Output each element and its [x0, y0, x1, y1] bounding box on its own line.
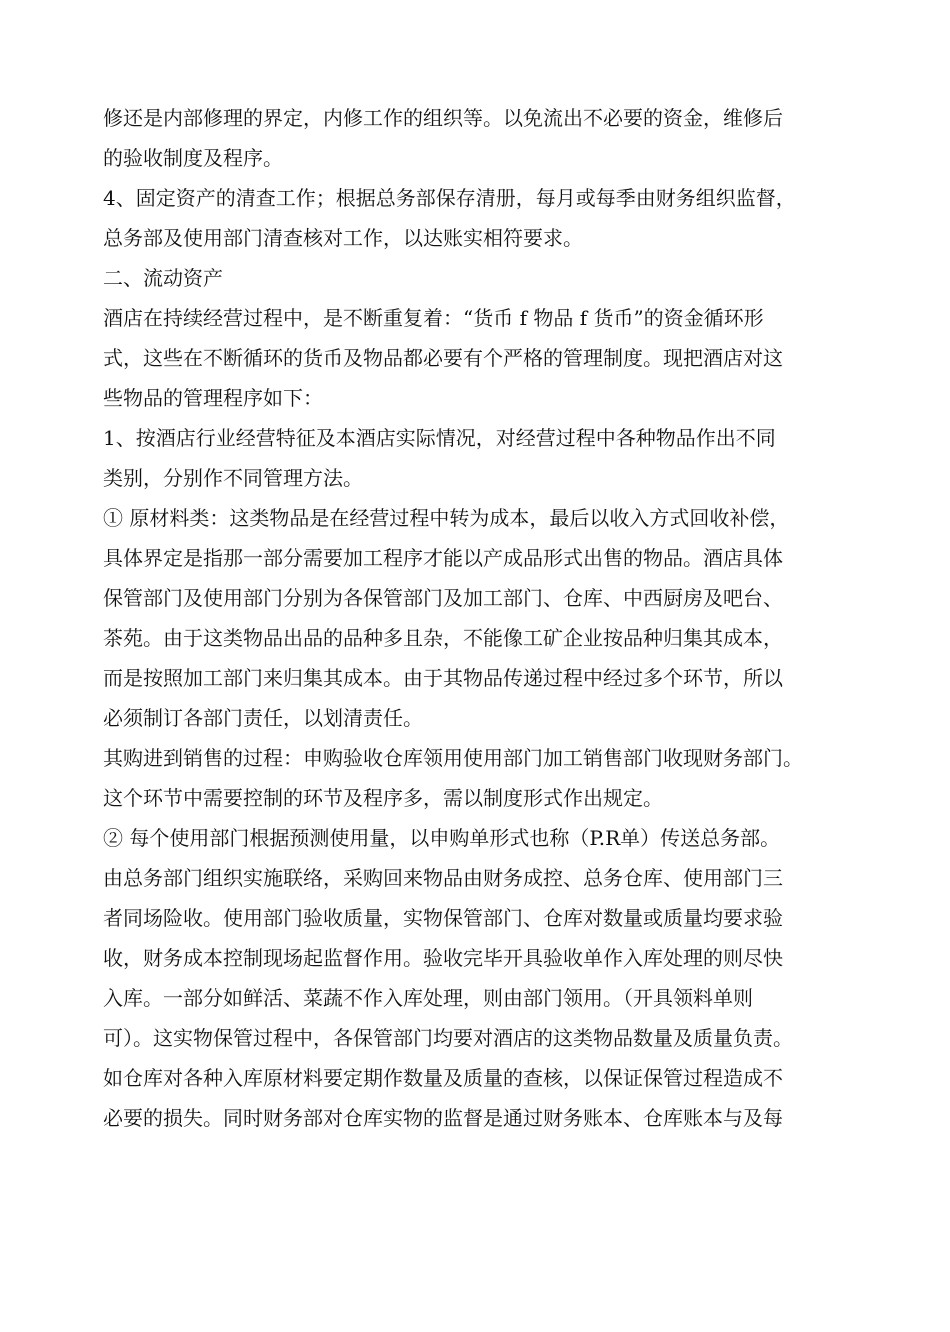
text-line: 些物品的管理程序如下：: [103, 386, 323, 410]
text-line: ② 每个使用部门根据预测使用量，以申购单形式也称（P.R单）传送总务部。: [103, 826, 781, 850]
text-line: 酒店在持续经营过程中，是不断重复着：“货币 f 物品 f 货币”的资金循环形: [103, 306, 764, 330]
text-line: 可）。这实物保管过程中，各保管部门均要对酒店的这类物品数量及质量负责。: [103, 1026, 793, 1050]
text-line: ① 原材料类：这类物品是在经营过程中转为成本，最后以收入方式回收补偿，: [103, 506, 790, 530]
section-heading: 二、流动资产: [103, 266, 223, 290]
text-line: 其购进到销售的过程：申购验收仓库领用使用部门加工销售部门收现财务部门。: [103, 746, 803, 770]
text-line: 收，财务成本控制现场起监督作用。验收完毕开具验收单作入库处理的则尽快: [103, 946, 783, 970]
text-line: 修还是内部修理的界定，内修工作的组织等。以免流出不必要的资金，维修后: [103, 106, 783, 130]
text-line: 必要的损失。同时财务部对仓库实物的监督是通过财务账本、仓库账本与及每: [103, 1106, 783, 1130]
document-body: [103, 98, 863, 1138]
text-line: 入库。一部分如鲜活、菜蔬不作入库处理，则由部门领用。（开具领料单则: [103, 986, 753, 1010]
text-line: 这个环节中需要控制的环节及程序多，需以制度形式作出规定。: [103, 786, 663, 810]
text-line: 者同场险收。使用部门验收质量，实物保管部门、仓库对数量或质量均要求验: [103, 906, 783, 930]
text-line: 4、固定资产的清查工作；根据总务部保存清册，每月或每季由财务组织监督，: [103, 186, 796, 210]
text-line: 1、按酒店行业经营特征及本酒店实际情况，对经营过程中各种物品作出不同: [103, 426, 776, 450]
text-line: 式，这些在不断循环的货币及物品都必要有个严格的管理制度。现把酒店对这: [103, 346, 783, 370]
text-line: 由总务部门组织实施联络，采购回来物品由财务成控、总务仓库、使用部门三: [103, 866, 783, 890]
text-line: 如仓库对各种入库原材料要定期作数量及质量的查核，以保证保管过程造成不: [103, 1066, 783, 1090]
text-line: 类别，分别作不同管理方法。: [103, 466, 363, 490]
text-line: 必须制订各部门责任，以划清责任。: [103, 706, 423, 730]
text-line: 具体界定是指那一部分需要加工程序才能以产成品形式出售的物品。酒店具体: [103, 546, 783, 570]
text-line: 的验收制度及程序。: [103, 146, 283, 170]
text-line: 总务部及使用部门清查核对工作，以达账实相符要求。: [103, 226, 583, 250]
text-line: 茶苑。由于这类物品出品的品种多且杂，不能像工矿企业按品种归集其成本，: [103, 626, 783, 650]
text-line: 保管部门及使用部门分别为各保管部门及加工部门、仓库、中西厨房及吧台、: [103, 586, 783, 610]
text-line: 而是按照加工部门来归集其成本。由于其物品传递过程中经过多个环节，所以: [103, 666, 783, 690]
